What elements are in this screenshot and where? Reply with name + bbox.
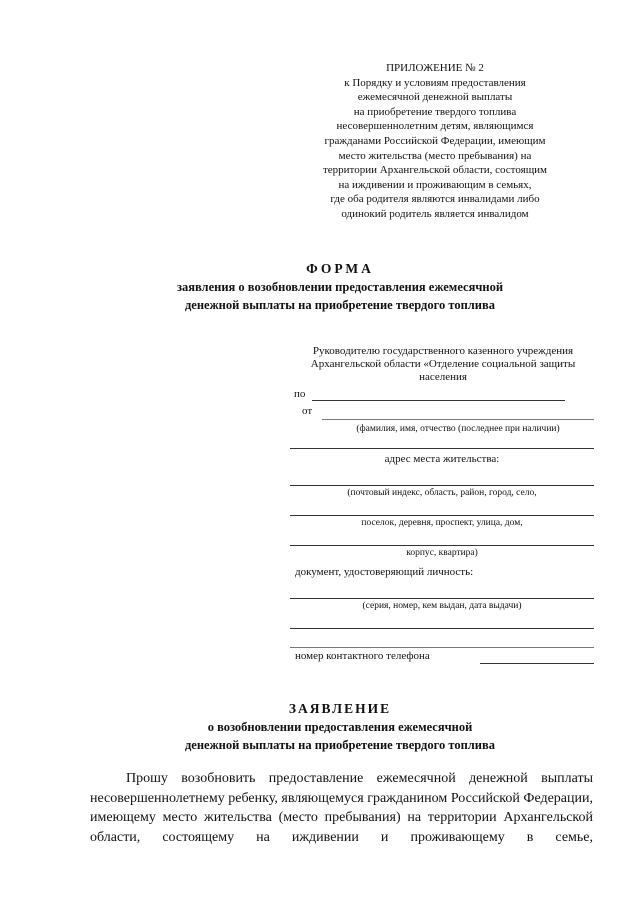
- statement-heading: [90, 700, 590, 754]
- statement-title: ЗАЯВЛЕНИЕ: [288, 701, 392, 716]
- form-subtitle-line2: денежной выплаты на приобретение твердого топлива: [184, 298, 496, 312]
- phone-label: номер контактного телефона: [295, 650, 430, 662]
- annex-line: одинокий родитель является инвалидом: [341, 207, 529, 220]
- annex-line: к Порядку и условиям предоставления: [344, 76, 526, 89]
- addressee-line3: населения: [419, 371, 467, 383]
- annex-header: [310, 61, 560, 222]
- fio-input-line[interactable]: [290, 448, 594, 449]
- address-label: адрес места жительства:: [384, 453, 500, 465]
- fio-hint: (фамилия, имя, отчество (последнее при наличии): [356, 424, 560, 434]
- address-hint3: корпус, квартира): [406, 548, 478, 558]
- addressee-line1: Руководителю государственного казенного учреждения: [312, 345, 574, 357]
- document-input-line2[interactable]: [290, 628, 594, 629]
- address-input-line1[interactable]: [290, 485, 594, 486]
- annex-line: территории Архангельской области, состоящим: [322, 164, 548, 177]
- statement-subtitle-line2: денежной выплаты на приобретение твердого топлива: [184, 738, 496, 752]
- annex-title: ПРИЛОЖЕНИЕ № 2: [386, 62, 484, 74]
- document-label: документ, удостоверяющий личность:: [295, 566, 474, 578]
- annex-line: ежемесячной денежной выплаты: [357, 91, 513, 104]
- address-input-line2[interactable]: [290, 515, 594, 516]
- address-hint1: (почтовый индекс, область, район, город, село,: [347, 488, 537, 498]
- address-hint2: поселок, деревня, проспект, улица, дом,: [361, 518, 523, 528]
- addressee-block: [288, 345, 598, 384]
- annex-line: несовершеннолетним детям, являющимся: [336, 120, 534, 133]
- annex-line: где оба родителя являются инвалидами либо: [330, 193, 540, 206]
- addressee-line2: Архангельской области «Отделение социальной защиты: [310, 358, 576, 370]
- document-hint: (серия, номер, кем выдан, дата выдачи): [362, 601, 522, 611]
- ot-label: от: [302, 405, 313, 417]
- po-input-line[interactable]: [312, 400, 565, 401]
- po-label: по: [294, 388, 306, 400]
- annex-line: гражданами Российской Федерации, имеющим: [324, 134, 546, 147]
- form-heading: [90, 260, 590, 314]
- annex-line: на иждивении и проживающим в семьях,: [338, 178, 532, 191]
- separator-line: [290, 647, 594, 648]
- address-input-line3[interactable]: [290, 545, 594, 546]
- form-title: ФОРМА: [306, 261, 374, 276]
- statement-body: Прошу возобновить предоставление ежемесячной денежной выплаты несовершеннолетнему ребенку, являющемуся гражданином Российской Федерации, имеющему место жительства (место пребывания) на территории Архангельской области, состоящему на иждивении и проживающему в семье,: [90, 771, 593, 845]
- ot-input-line[interactable]: [322, 419, 594, 420]
- annex-line: место жительства (место пребывания) на: [338, 149, 532, 162]
- annex-line: на приобретение твердого топлива: [353, 105, 517, 118]
- phone-input-line[interactable]: [480, 663, 594, 664]
- statement-subtitle-line1: о возобновлении предоставления ежемесячной: [207, 720, 473, 734]
- form-subtitle-line1: заявления о возобновлении предоставления ежемесячной: [176, 280, 504, 294]
- document-input-line1[interactable]: [290, 598, 594, 599]
